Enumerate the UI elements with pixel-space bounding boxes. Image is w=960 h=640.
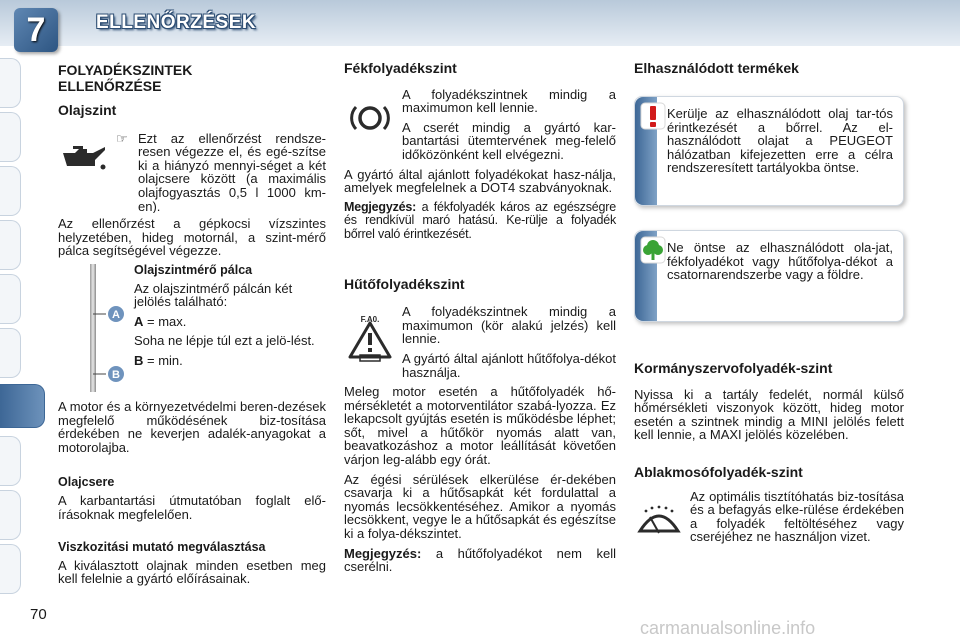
side-tab-8[interactable] <box>0 436 21 486</box>
page-number: 70 <box>30 606 47 623</box>
washer-fluid-text: Az optimális tisztítóhatás biz-tosítása és a befagyás elke-rülése érdekében a folyadék feltöltéséhez vagy cseréjéhez ne használjon vizet. <box>690 489 904 545</box>
coolant-icon-label: F.A0. <box>360 315 380 325</box>
viscosity-text: A kiválasztott olajnak minden esetben meg kell felelnie a gyártó előírásainak. <box>58 557 326 587</box>
coolant-note-label: Megjegyzés: <box>344 545 422 561</box>
viscosity-heading: Viszkozitási mutató megválasztása <box>58 540 266 555</box>
coolant-burn-text: Az égési sérülések elkerülése ér-dekében csavarja ki a hűtősapkát két fordulattal a nyomás lecsökkentéséhez. Amikor a nyomás lecsökkent, vegye le a hűtősapkát és egészítse ki a folya-dékszintet. <box>344 471 616 542</box>
coolant-recommended-text: A gyártó által ajánlott hűtőfolya-dékot használja. <box>402 350 616 380</box>
tip-bullet-icon: ☞ <box>116 131 128 146</box>
coolant-level-text: A folyadékszintnek mindig a maximumon (kör alakú jelzés) kell lennie. <box>402 305 616 347</box>
brake-fluid-heading: Fékfolyadékszint <box>344 60 457 76</box>
brake-note-text: a fékfolyadék káros az egészségre és rendkívül maró hatású. Ke-rülje a folyadék bőrrel való érintkezését. <box>344 199 616 241</box>
brake-warning-icon <box>344 92 396 144</box>
brake-note-label: Megjegyzés: <box>344 199 417 214</box>
brake-change-text: A cserét mindig a gyártó kar-bantartási ütemtervének meg-felelő időközönként kell elvégezni. <box>402 119 616 162</box>
mark-a-letter: A <box>134 313 144 329</box>
column-oil <box>58 62 326 592</box>
never-exceed-text: Soha ne lépje túl ezt a jelö-lést. <box>134 333 315 349</box>
oil-tip-text: Ezt az ellenőrzést rendsze-resen végezze el, és egé-szítse ki a hiányzó mennyi-séget a két olajcsere között (a maximális olajfogyasztás 0,5 l 1000 km-en). <box>138 131 326 214</box>
coolant-hot-engine-text: Meleg motor esetén a hűtőfolyadék hő-mérsékletét a motorventilátor szabá-lyozza. Ez lekapcsolt gyújtás esetén is működésbe léphet; sőt, mivel a hűtőkör nyomás alatt van, beavatkozáshoz a motor leállítását követően várjon leg-alább egy órát. <box>344 384 616 468</box>
eco-infobox <box>634 230 904 322</box>
side-tab-6[interactable] <box>0 328 21 378</box>
side-tab-1[interactable] <box>0 58 21 108</box>
brake-standard-text: A gyártó által ajánlott folyadékokat hasz-nálja, amelyek megfelelnek a DOT4 szabványoknak. <box>344 166 616 196</box>
section-title: FOLYADÉKSZINTEK ELLENŐRZÉSE <box>58 62 193 94</box>
side-tab-4[interactable] <box>0 220 21 270</box>
mark-b-letter: B <box>134 352 144 368</box>
watermark: carmanualsonline.info <box>640 618 816 638</box>
power-steering-text: Nyissa ki a tartály fedelét, normál külső hőmérsékleti viszonyok között, hideg motor esetén a szintnek mindig a MINI jelölés felett kell lennie, a MAXI jelölés közelében. <box>634 386 904 443</box>
side-tab-3[interactable] <box>0 166 21 216</box>
mark-b-text: = min. <box>147 352 183 368</box>
column-steering-washer <box>634 362 904 550</box>
dipstick-heading: Olajszintmérő pálca <box>134 263 253 277</box>
brake-level-text: A folyadékszintnek mindig a maximumon kell lennie. <box>402 87 616 116</box>
chapter-number-badge: 7 <box>14 8 58 52</box>
coolant-heading: Hűtőfolyadékszint <box>344 275 465 292</box>
windscreen-washer-icon <box>634 494 684 546</box>
dipstick-text: Az olajszintmérő pálcán két jelölés található: <box>134 280 293 310</box>
column-brake-coolant <box>344 62 616 580</box>
column-used-products <box>634 62 902 90</box>
svg-text:B: B <box>112 368 120 381</box>
oil-change-text: A karbantartási útmutatóban foglalt elő-írásoknak megfelelően. <box>58 492 326 522</box>
warning-text: Kerülje az elhasználódott olaj tar-tós érintkezését a bőrrel. Az el-használódott olajat a PEUGEOT hálózatban kifejezetten erre a célra rendszeresített tartályokba öntse. <box>667 106 893 176</box>
page-title: ELLENŐRZÉSEK <box>96 12 257 33</box>
side-tab-5[interactable] <box>0 274 21 324</box>
eco-tree-icon <box>639 235 667 270</box>
dipstick-illustration <box>72 264 128 392</box>
side-tab-2[interactable] <box>0 112 21 162</box>
oil-check-text: Az ellenőrzést a gépkocsi vízszintes helyzetében, hideg motornál, a szint-mérő pálca segítségével végezze. <box>58 216 326 259</box>
washer-fluid-heading: Ablakmosófolyadék-szint <box>634 463 803 480</box>
power-steering-heading: Kormányszervofolyadék-szint <box>634 360 833 376</box>
coolant-note-text: a hűtőfolyadékot nem kell cserélni. <box>344 545 616 575</box>
additive-warning-text: A motor és a környezetvédelmi beren-dezések megfelelő működésének biz-tosítása érdekében ne keverjen adalék-anyagokat a motorolajba. <box>58 398 326 455</box>
coolant-warning-icon <box>344 309 396 367</box>
oil-level-heading: Olajszint <box>58 102 117 118</box>
oil-can-icon <box>58 132 110 184</box>
warning-infobox <box>634 96 904 206</box>
warning-exclamation-icon <box>639 101 667 136</box>
mark-a-text: = max. <box>147 313 187 329</box>
svg-text:A: A <box>112 308 120 321</box>
side-tab-active[interactable] <box>0 384 45 428</box>
side-tab-10[interactable] <box>0 544 21 594</box>
oil-change-heading: Olajcsere <box>58 475 115 490</box>
eco-text: Ne öntse az elhasználódott ola-jat, fékfolyadékot vagy hűtőfolya-dékot a csatornarendszerbe vagy a földre. <box>667 240 893 283</box>
used-products-heading: Elhasználódott termékek <box>634 60 799 76</box>
side-tab-9[interactable] <box>0 490 21 540</box>
